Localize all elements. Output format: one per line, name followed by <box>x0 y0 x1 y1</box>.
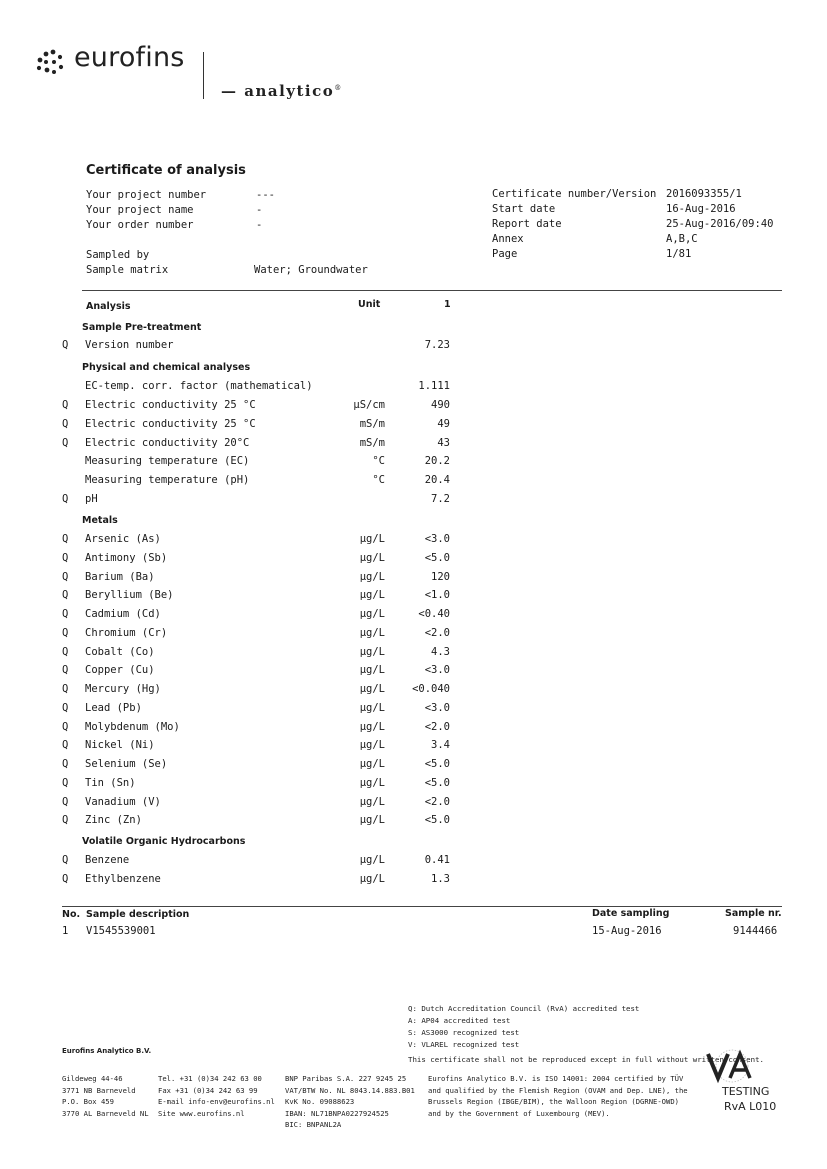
legend-v: V: VLAREL recognized test <box>408 1040 520 1049</box>
analysis-unit: µg/L <box>359 608 385 620</box>
analysis-name: pH <box>85 493 98 505</box>
accreditation-flag: Q <box>62 339 69 351</box>
legend-q: Q: Dutch Accreditation Council (RvA) accredited test <box>408 1004 640 1013</box>
accreditation-flag: Q <box>62 796 69 808</box>
analysis-unit: µg/L <box>359 571 385 583</box>
analysis-name: Electric conductivity 20°C <box>85 437 250 449</box>
analysis-unit: µg/L <box>359 683 385 695</box>
page-value: 1/81 <box>666 248 692 260</box>
analysis-value: <5.0 <box>424 552 450 564</box>
analysis-name: Measuring temperature (EC) <box>85 455 250 467</box>
accreditation-legend <box>408 1003 639 1051</box>
report-date-label: Report date <box>492 218 562 230</box>
accreditation-flag: Q <box>62 777 69 789</box>
analysis-value: 20.4 <box>424 474 450 486</box>
footer-bank: BNP Paribas S.A. 227 9245 25 VAT/BTW No. NL 8043.14.883.B01 KvK No. 09088623 IBAN: NL71BNPA0227924525 BIC: BNPANL2A <box>285 1074 415 1129</box>
start-date-label: Start date <box>492 203 556 215</box>
analysis-name: Measuring temperature (pH) <box>85 474 250 486</box>
analysis-column-header: Analysis <box>86 301 131 312</box>
legend-a: A: AP04 accredited test <box>408 1016 511 1025</box>
analysis-name: Zinc (Zn) <box>85 814 142 826</box>
accreditation-flag: Q <box>62 814 69 826</box>
annex-label: Annex <box>492 233 524 245</box>
analysis-value: 4.3 <box>431 646 450 658</box>
analysis-value: <0.40 <box>418 608 450 620</box>
analysis-name: Tin (Sn) <box>85 777 136 789</box>
analysis-unit: mS/m <box>359 437 385 449</box>
analysis-name: Version number <box>85 339 174 351</box>
analysis-value: 43 <box>437 437 450 449</box>
footer-address: Gildeweg 44-46 3771 NB Barneveld P.O. Box 459 3770 AL Barneveld NL <box>62 1074 149 1118</box>
analysis-name: EC-temp. corr. factor (mathematical) <box>85 380 313 392</box>
analysis-name: Ethylbenzene <box>85 873 161 885</box>
analysis-value: 20.2 <box>424 455 450 467</box>
rva-code: RvA L010 <box>724 1100 777 1113</box>
analysis-name: Beryllium (Be) <box>85 589 174 601</box>
analysis-unit: µg/L <box>359 664 385 676</box>
analysis-value: 1.111 <box>418 380 450 392</box>
reproduction-disclaimer: This certificate shall not be reproduced except in full without written consent. <box>408 1055 764 1064</box>
analysis-name: Lead (Pb) <box>85 702 142 714</box>
analysis-value: <2.0 <box>424 627 450 639</box>
start-date-value: 16-Aug-2016 <box>666 203 736 215</box>
accreditation-flag: Q <box>62 683 69 695</box>
sample-row-no: 1 <box>62 925 69 937</box>
analysis-name: Chromium (Cr) <box>85 627 168 639</box>
analysis-unit: µg/L <box>359 758 385 770</box>
accreditation-flag: Q <box>62 646 69 658</box>
analysis-value: 7.23 <box>424 339 450 351</box>
sample-nr-column-header: Sample nr. <box>725 908 782 919</box>
analysis-name: Cobalt (Co) <box>85 646 155 658</box>
brand-name: eurofins <box>74 42 185 73</box>
order-number-label: Your order number <box>86 219 194 231</box>
certificate-title: Certificate of analysis <box>86 163 246 178</box>
analysis-unit: µg/L <box>359 721 385 733</box>
page-label: Page <box>492 248 518 260</box>
analysis-unit: µg/L <box>359 702 385 714</box>
analysis-name: Mercury (Hg) <box>85 683 161 695</box>
certificate-number-label: Certificate number/Version <box>492 188 657 200</box>
sampled-by-label: Sampled by <box>86 249 150 261</box>
analysis-value: <5.0 <box>424 758 450 770</box>
section-heading: Volatile Organic Hydrocarbons <box>82 836 246 847</box>
analysis-unit: µg/L <box>359 873 385 885</box>
analysis-unit: µg/L <box>359 627 385 639</box>
analysis-name: Nickel (Ni) <box>85 739 155 751</box>
accreditation-flag: Q <box>62 854 69 866</box>
analysis-value: <1.0 <box>424 589 450 601</box>
footer-company: Eurofins Analytico B.V. <box>62 1047 152 1055</box>
analysis-name: Electric conductivity 25 °C <box>85 418 256 430</box>
eurofins-logo <box>34 42 194 82</box>
analysis-unit: µg/L <box>359 739 385 751</box>
legend-s: S: AS3000 recognized test <box>408 1028 520 1037</box>
accreditation-flag: Q <box>62 873 69 885</box>
order-number-value: - <box>256 219 263 231</box>
accreditation-flag: Q <box>62 418 69 430</box>
analysis-value: 0.41 <box>424 854 450 866</box>
analysis-name: Arsenic (As) <box>85 533 161 545</box>
project-name-value: - <box>256 204 263 216</box>
analysis-unit: µg/L <box>359 777 385 789</box>
division-name: — analytico® <box>221 82 343 100</box>
accreditation-flag: Q <box>62 589 69 601</box>
sample-column-header: 1 <box>444 299 451 310</box>
analysis-unit: µg/L <box>359 796 385 808</box>
analysis-unit: µg/L <box>359 589 385 601</box>
accreditation-flag: Q <box>62 571 69 583</box>
analysis-name: Molybdenum (Mo) <box>85 721 180 733</box>
accreditation-flag: Q <box>62 627 69 639</box>
report-date-value: 25-Aug-2016/09:40 <box>666 218 774 230</box>
analysis-name: Cadmium (Cd) <box>85 608 161 620</box>
analysis-value: <3.0 <box>424 702 450 714</box>
annex-value: A,B,C <box>666 233 698 245</box>
accreditation-flag: Q <box>62 533 69 545</box>
analysis-value: <0.040 <box>412 683 450 695</box>
sample-matrix-label: Sample matrix <box>86 264 169 276</box>
header-divider <box>203 52 204 99</box>
analysis-top-rule <box>82 290 782 291</box>
analysis-value: 120 <box>431 571 450 583</box>
description-column-header: Sample description <box>86 909 190 920</box>
sample-matrix-value: Water; Groundwater <box>254 264 368 276</box>
analysis-value: <3.0 <box>424 664 450 676</box>
certificate-number-value: 2016093355/1 <box>666 188 742 200</box>
unit-column-header: Unit <box>358 299 381 310</box>
project-name-label: Your project name <box>86 204 194 216</box>
accreditation-flag: Q <box>62 758 69 770</box>
accreditation-flag: Q <box>62 608 69 620</box>
analysis-value: 3.4 <box>431 739 450 751</box>
analysis-value: <2.0 <box>424 721 450 733</box>
analysis-value: <2.0 <box>424 796 450 808</box>
accreditation-flag: Q <box>62 664 69 676</box>
analysis-value: 7.2 <box>431 493 450 505</box>
analysis-unit: µg/L <box>359 646 385 658</box>
analysis-unit: µS/cm <box>353 399 385 411</box>
sample-row-nr: 9144466 <box>733 925 778 937</box>
analysis-value: 49 <box>437 418 450 430</box>
project-number-label: Your project number <box>86 189 207 201</box>
sample-row-date: 15-Aug-2016 <box>592 925 662 937</box>
analysis-unit: µg/L <box>359 854 385 866</box>
analysis-name: Electric conductivity 25 °C <box>85 399 256 411</box>
sample-row-description: V1545539001 <box>86 925 156 937</box>
footer-accreditation: Eurofins Analytico B.V. is ISO 14001: 2004 certified by TÜV and qualified by the Flemish Region (OVAM and Dep. LNE), the Brussels Region (IBGE/BIM), the Walloon Region (DGRNE-OWD) and by the Government of Luxembourg (MEV). <box>428 1074 688 1118</box>
accreditation-flag: Q <box>62 437 69 449</box>
analysis-unit: µg/L <box>359 814 385 826</box>
date-sampling-column-header: Date sampling <box>592 908 670 919</box>
analysis-unit: µg/L <box>359 533 385 545</box>
analysis-value: <3.0 <box>424 533 450 545</box>
footer-contact: Tel. +31 (0)34 242 63 00 Fax +31 (0)34 242 63 99 E-mail info-env@eurofins.nl Site www.eurofins.nl <box>158 1074 275 1118</box>
project-number-value: --- <box>256 189 275 201</box>
accreditation-flag: Q <box>62 552 69 564</box>
accreditation-flag: Q <box>62 702 69 714</box>
section-heading: Metals <box>82 515 118 526</box>
eurofins-dots-icon <box>34 47 70 77</box>
analysis-name: Selenium (Se) <box>85 758 168 770</box>
section-heading: Physical and chemical analyses <box>82 362 251 373</box>
analysis-value: 1.3 <box>431 873 450 885</box>
rva-testing-label: TESTING <box>722 1085 770 1098</box>
section-heading: Sample Pre-treatment <box>82 322 202 333</box>
rva-logo-icon <box>700 1048 760 1084</box>
samples-top-rule <box>62 906 782 907</box>
analysis-value: <5.0 <box>424 777 450 789</box>
analysis-name: Copper (Cu) <box>85 664 155 676</box>
accreditation-flag: Q <box>62 493 69 505</box>
analysis-value: 490 <box>431 399 450 411</box>
analysis-name: Barium (Ba) <box>85 571 155 583</box>
analysis-unit: °C <box>372 474 385 486</box>
accreditation-flag: Q <box>62 399 69 411</box>
accreditation-flag: Q <box>62 721 69 733</box>
analysis-unit: °C <box>372 455 385 467</box>
analysis-value: <5.0 <box>424 814 450 826</box>
analysis-unit: µg/L <box>359 552 385 564</box>
analysis-name: Benzene <box>85 854 130 866</box>
analysis-name: Vanadium (V) <box>85 796 161 808</box>
accreditation-flag: Q <box>62 739 69 751</box>
analysis-unit: mS/m <box>359 418 385 430</box>
no-column-header: No. <box>62 909 81 920</box>
analysis-name: Antimony (Sb) <box>85 552 168 564</box>
